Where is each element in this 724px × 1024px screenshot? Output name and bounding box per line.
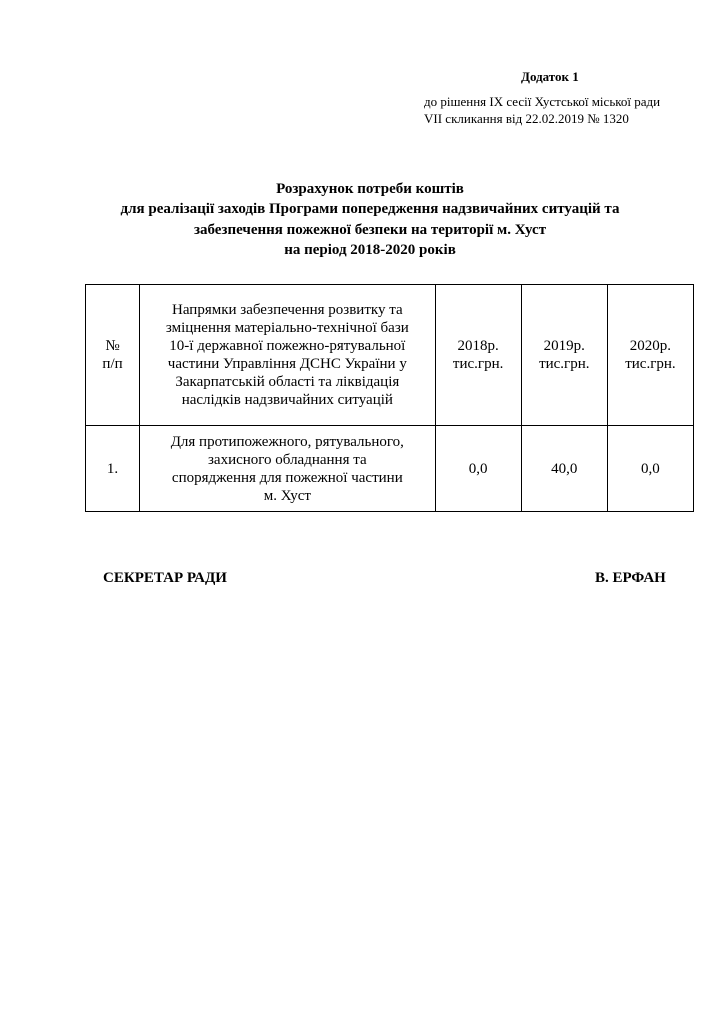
- header-year-unit: тис.грн.: [539, 356, 590, 372]
- header-number: [86, 285, 140, 426]
- annex-title: Додаток 1: [521, 69, 579, 84]
- row-value-2019: 40,0: [521, 426, 607, 512]
- document-title-line-1: Розрахунок потреби коштів: [276, 181, 464, 197]
- header-direction-line: Напрямки забезпечення розвитку та: [172, 302, 403, 318]
- row-direction-line: спорядження для пожежної частини: [171, 469, 403, 486]
- header-number-symbol: №: [105, 338, 120, 354]
- signature-position: СЕКРЕТАР РАДИ: [103, 570, 227, 586]
- annex-decision-line: до рішення ІХ сесії Хустської міської ради: [424, 94, 661, 109]
- document-title-line-4: на період 2018-2020 років: [284, 242, 456, 258]
- header-direction-line: Закарпатській області та ліквідація: [175, 374, 400, 390]
- table-header-row: [86, 285, 694, 426]
- row-direction-line: Для протипожежного, рятувального,: [170, 433, 404, 450]
- header-year-2020: [607, 285, 693, 426]
- row-value-2018: 0,0: [435, 426, 521, 512]
- signature-name: В. ЕРФАН: [595, 570, 666, 586]
- budget-table: [85, 284, 694, 512]
- header-number-abbr: п/п: [102, 356, 123, 372]
- row-direction-line: м. Хуст: [263, 487, 311, 504]
- table-row: [86, 426, 694, 512]
- document-title-line-2: для реалізації заходів Програми попередження надзвичайних ситуацій та: [120, 201, 620, 217]
- header-year-unit: тис.грн.: [625, 356, 676, 372]
- row-direction: [140, 426, 435, 512]
- header-year-2019: [521, 285, 607, 426]
- header-year-label: 2019р.: [543, 338, 585, 354]
- header-direction-line: наслідків надзвичайних ситуацій: [181, 392, 393, 408]
- row-number: 1.: [86, 426, 140, 512]
- annex-convocation-line: VІІ скликання від 22.02.2019 № 1320: [424, 111, 629, 126]
- row-direction-line: захисного обладнання та: [207, 451, 367, 468]
- header-direction-line: 10-ї державної пожежно-рятувальної: [169, 338, 406, 354]
- header-year-label: 2018р.: [457, 338, 499, 354]
- document-title-line-3: забезпечення пожежної безпеки на території м. Хуст: [193, 222, 547, 238]
- header-direction-line: частини Управління ДСНС України у: [167, 356, 407, 372]
- header-direction-line: зміцнення матеріально-технічної бази: [165, 320, 409, 336]
- header-year-label: 2020р.: [629, 338, 672, 354]
- header-year-2018: [435, 285, 521, 426]
- header-direction: [140, 285, 435, 426]
- row-value-2020: 0,0: [607, 426, 693, 512]
- header-year-unit: тис.грн.: [452, 356, 504, 372]
